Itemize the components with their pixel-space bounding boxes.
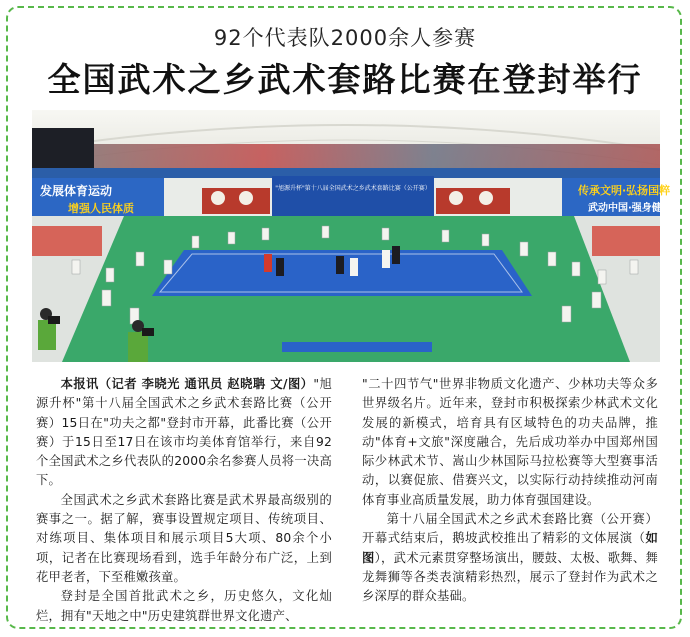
byline: 本报讯（记者 李晓光 通讯员 赵晓聃 文/图） — [60, 377, 314, 391]
paragraph-text: 第十八届全国武术之乡武术套路比赛（公开赛）开幕式结束后，鹅坡武校推出了精彩的文体展演（ — [362, 512, 658, 546]
article-column-right — [362, 375, 658, 607]
banner-left-bottom: 增强人民体质 — [68, 202, 134, 215]
paragraph: "二十四节气"世界非物质文化遗产、少林功夫等众多世界级名片。近年来，登封市积极探索少林武术文化发展的新模式，培育具有区域特色的功夫品牌，推动"体育+文旅"深度融合，先后成功举办中国郑州国际少林武术节、嵩山少林国际马拉松赛等大型赛事活动，以赛促旅、借赛兴文，以实际行动持续推动河南体育事业高质量发展，助力体育强国建设。 — [362, 377, 658, 507]
paragraph-text: ），武术元素贯穿整场演出，腰鼓、太极、歌舞、舞龙舞狮等各类表演精彩热烈，展示了登封作为武术之乡深厚的群众基础。 — [362, 550, 658, 604]
article-subtitle: 92个代表队2000余人参赛 — [213, 26, 477, 50]
paragraph-text: "旭源升杯"第十八届全国武术之乡武术套路比赛（公开赛）15日在"功夫之都"登封市开幕，此番比赛（公开赛）于15日至17日在该市均美体育馆举行，来自92个全国武术之乡代表队的2000余名参赛人员将一决高下。 — [36, 377, 333, 488]
photo-reference: 如图 — [362, 531, 658, 565]
paragraph — [36, 375, 332, 491]
paragraph: 全国武术之乡武术套路比赛是武术界最高级别的赛事之一。据了解，赛事设置规定项目、传统项目、对练项目、集体项目和展示项目5大项、80余个小项，记者在比赛现场看到，选手年龄分布广泛，上到花甲老者，下至稚嫩孩童。 — [36, 492, 332, 584]
paragraph — [362, 510, 658, 606]
banner-center: "旭源升杯"第十八届全国武术之乡武术套路比赛（公开赛） — [275, 185, 431, 192]
banner-left-top: 发展体育运动 — [40, 184, 113, 198]
banner-right-bottom: 武动中国·强身健体 — [588, 203, 672, 214]
article-headline: 全国武术之乡武术套路比赛在登封举行 — [47, 60, 643, 99]
paragraph: 登封是全国首批武术之乡，历史悠久，文化灿烂，拥有"天地之中"历史建筑群世界文化遗产、 — [36, 589, 332, 623]
article-column-left — [36, 375, 332, 626]
news-photo — [32, 110, 672, 362]
banner-right-top: 传承文明·弘扬国粹 — [578, 184, 671, 197]
